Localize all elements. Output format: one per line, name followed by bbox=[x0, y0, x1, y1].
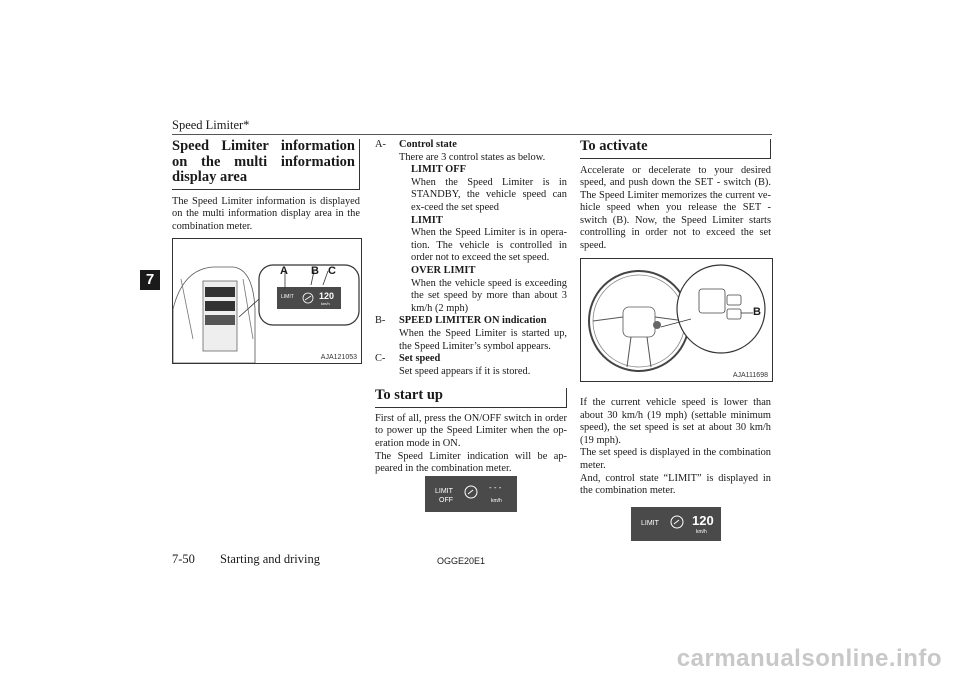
lcd-label-2: OFF bbox=[439, 497, 453, 504]
lcd-speed: - - - bbox=[489, 483, 502, 492]
item-c-text: Set speed appears if it is stored. bbox=[399, 365, 531, 377]
callout-b: B bbox=[753, 306, 761, 318]
lcd-unit: km/h bbox=[696, 529, 707, 535]
item-b-term: SPEED LIMITER ON indication bbox=[399, 315, 547, 327]
middle-column bbox=[375, 139, 567, 476]
state-over-limit bbox=[399, 265, 567, 315]
figure-code: AJA111698 bbox=[732, 372, 768, 379]
activate-paragraph-3: The set speed is displayed in the combination meter. bbox=[580, 447, 771, 471]
lcd-limit-off-display bbox=[425, 476, 517, 512]
state-term: OVER LIMIT bbox=[411, 264, 476, 276]
state-limit bbox=[399, 215, 567, 265]
item-a-text: There are 3 control states as below. bbox=[399, 151, 546, 163]
item-a-term: Control state bbox=[399, 139, 457, 150]
dashboard-illustration bbox=[173, 239, 361, 363]
intro-paragraph: The Speed Limiter information is displayed on the multi information display area in the combination meter. bbox=[172, 195, 360, 232]
chapter-tab: 7 bbox=[140, 270, 160, 290]
section-heading-activate: To activate bbox=[580, 139, 771, 159]
item-c-key: C- bbox=[375, 353, 386, 365]
page-number: 7-50 bbox=[172, 552, 195, 566]
lcd-label: LIMIT bbox=[641, 520, 659, 527]
lcd-label-1: LIMIT bbox=[435, 488, 453, 495]
speed-limiter-icon bbox=[669, 514, 685, 530]
activate-paragraph-4: And, control state “LIMIT” is displayed in the combination meter. bbox=[580, 472, 771, 497]
footer-code: OGGE20E1 bbox=[437, 556, 486, 566]
lcd-limit-display bbox=[631, 507, 721, 541]
footer-section: Starting and driving bbox=[220, 552, 320, 566]
lcd-limit-label: LIMIT bbox=[281, 294, 294, 300]
activate-paragraph-2: If the current vehicle speed is lower than about 30 km/h (19 mph) (settable minimum speed), the set speed is set at about 30 km/h (19 mph). bbox=[580, 397, 771, 446]
steering-wheel-figure bbox=[580, 258, 773, 382]
watermark: carmanualsonline.info bbox=[676, 645, 942, 672]
section-heading-info: Speed Limiter information on the multi information display area bbox=[172, 139, 360, 190]
figure-code: AJA121053 bbox=[320, 354, 357, 361]
lcd-unit: km/h bbox=[491, 498, 502, 504]
right-column bbox=[580, 139, 771, 253]
steering-wheel-illustration bbox=[581, 259, 772, 381]
state-limit-off bbox=[399, 164, 567, 214]
dashboard-figure bbox=[172, 238, 362, 364]
section-heading-start-up: To start up bbox=[375, 388, 567, 408]
callout-c: C bbox=[328, 265, 336, 277]
state-text: When the Speed Limiter is in STANDBY, the vehicle speed can ex-ceed the set speed bbox=[411, 176, 567, 213]
item-b bbox=[375, 315, 567, 353]
item-c bbox=[375, 353, 567, 378]
callout-b: B bbox=[311, 265, 319, 277]
right-column-lower bbox=[580, 397, 771, 498]
speed-limiter-icon bbox=[463, 484, 479, 500]
startup-paragraph-1: First of all, press the ON/OFF switch in order to power up the Speed Limiter when the op-eration mode in ON. bbox=[375, 412, 567, 449]
item-c-term: Set speed bbox=[399, 353, 441, 365]
state-text: When the vehicle speed is exceeding the set speed by more than about 3 km/h (2 mph) bbox=[411, 277, 567, 314]
callout-a: A bbox=[280, 265, 288, 277]
lcd-speed: 120 bbox=[692, 513, 714, 528]
state-term: LIMIT bbox=[411, 214, 443, 226]
lcd-unit: km/h bbox=[321, 301, 330, 306]
header-rule bbox=[172, 134, 772, 135]
startup-paragraph-2: The Speed Limiter indication will be ap-peared in the combination meter. bbox=[375, 450, 567, 475]
running-header: Speed Limiter* bbox=[172, 118, 250, 132]
item-a-key: A- bbox=[375, 139, 386, 150]
left-column bbox=[172, 139, 360, 233]
activate-paragraph-1: Accelerate or decelerate to your desired speed, and push down the SET - switch (B). The Speed Limiter memorizes the current ve-hicle speed when you release the SET - switch (B). Now, the Speed Limiter starts controlling in order not to exceed the set speed. bbox=[580, 164, 771, 252]
item-b-key: B- bbox=[375, 315, 386, 327]
item-a bbox=[375, 139, 567, 315]
lcd-speed: 120 bbox=[319, 291, 335, 301]
item-b-text: When the Speed Limiter is started up, the Speed Limiter’s symbol appears. bbox=[399, 327, 567, 352]
state-term: LIMIT OFF bbox=[411, 164, 466, 176]
state-text: When the Speed Limiter is in opera-tion. The vehicle is controlled in order not to exceed the set speed. bbox=[411, 227, 567, 264]
